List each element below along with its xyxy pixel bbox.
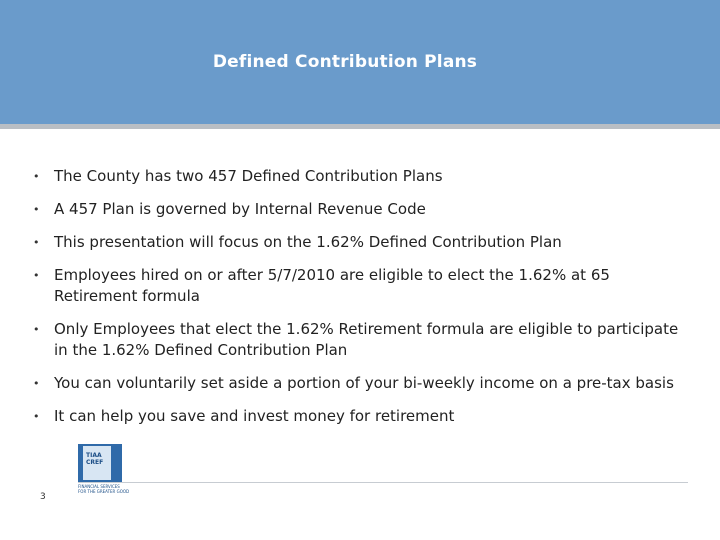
bullet-dot-icon: •: [33, 323, 40, 336]
bullet-list: [30, 166, 690, 439]
bullet-item: [30, 265, 690, 307]
logo-brand-line2: CREF: [86, 459, 104, 466]
bullet-item: [30, 166, 690, 187]
header-divider: [0, 124, 720, 129]
bullet-item: [30, 406, 690, 427]
bullet-text: Only Employees that elect the 1.62% Retirement formula are eligible to participate in the 1.62% Defined Contribution Plan: [54, 320, 679, 359]
bullet-text: You can voluntarily set aside a portion of your bi-weekly income on a pre-tax basis: [54, 374, 674, 392]
bullet-dot-icon: •: [33, 236, 40, 249]
bullet-text: Employees hired on or after 5/7/2010 are eligible to elect the 1.62% at 65 Retirement formula: [54, 266, 610, 305]
slide-title: Defined Contribution Plans: [212, 52, 478, 72]
bullet-item: [30, 232, 690, 253]
bullet-item: [30, 199, 690, 220]
tiaa-cref-logo: [78, 444, 148, 498]
bullet-dot-icon: •: [33, 269, 40, 282]
bullet-text: A 457 Plan is governed by Internal Revenue Code: [54, 200, 426, 218]
bullet-item: [30, 319, 690, 361]
page-number: 3: [40, 492, 46, 502]
bullet-text: This presentation will focus on the 1.62% Defined Contribution Plan: [54, 233, 562, 251]
footer-divider: [78, 482, 688, 483]
bullet-dot-icon: •: [33, 410, 40, 423]
bullet-text: It can help you save and invest money for retirement: [54, 407, 455, 425]
bullet-dot-icon: •: [33, 170, 40, 183]
logo-brand-line1: TIAA: [86, 452, 102, 459]
bullet-dot-icon: •: [33, 377, 40, 390]
bullet-item: [30, 373, 690, 394]
logo-tagline: FINANCIAL SERVICES FOR THE GREATER GOOD: [78, 484, 130, 494]
bullet-dot-icon: •: [33, 203, 40, 216]
bullet-text: The County has two 457 Defined Contribution Plans: [54, 167, 443, 185]
logo-mark: [78, 444, 122, 482]
